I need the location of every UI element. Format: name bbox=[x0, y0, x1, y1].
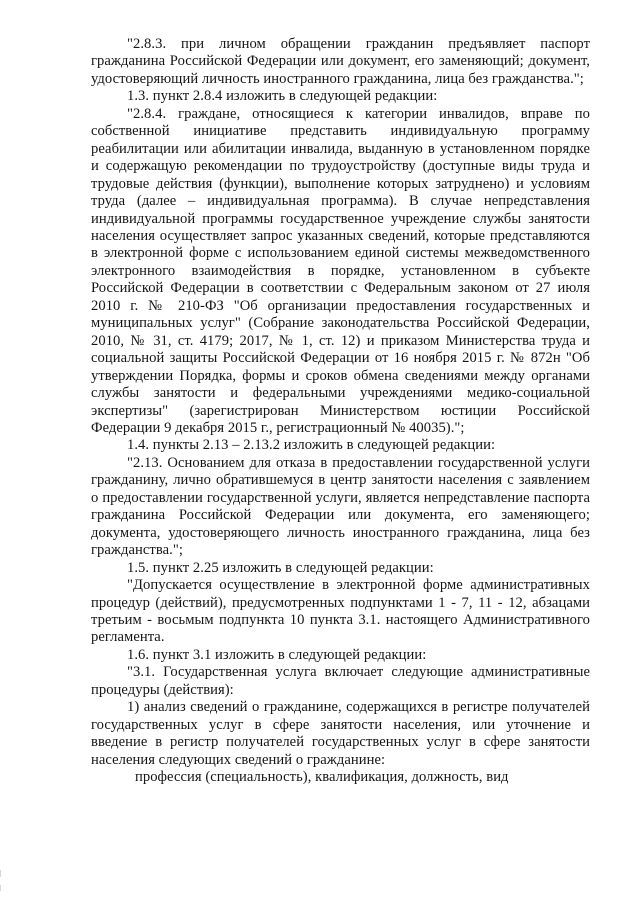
paragraph-profession: профессия (специальность), квалификация, должность, вид bbox=[135, 769, 509, 786]
paragraph-1-3: 1.3. пункт 2.8.4 изложить в следующей редакции: bbox=[127, 88, 438, 105]
paragraph-2-8-4: "2.8.4. граждане, относящиеся к категории инвалидов, вправе по собственной инициативе представить индивидуальную программу реабилитации или абилитации инвалида, выданную в установленном порядке и содержащую рекомендации по трудоустройству (доступные виды труда и трудовые действия (функции), выполнение которых затруднено) и условиям труда (далее – индивидуальная программа). В случае непредставления индивидуальной программы государственное учреждение службы занятости населения осуществляет запрос указанных сведений, которые представляются в электронной форме с использованием единой системы межведомственного электронного взаимодействия в порядке, установленном в субъекте Российской Федерации в соответствии с Федеральным законом от 27 июля 2010 г. № 210-ФЗ "Об организации предоставления государственных и муниципальных услуг" (Собрание законодательства Российской Федерации, 2010, № 31, ст. 4179; 2017, № 1, ст. 12) и приказом Министерства труда и социальной защиты Российской Федерации от 16 ноября 2015 г. № 872н "Об утверждении Порядка, формы и сроков обмена сведениями между органами службы занятости и федеральными учреждениями медико-социальной экспертизы" (зарегистрирован Министерством юстиции Российской Федерации 9 декабря 2015 г., регистрационный № 40035)."; bbox=[91, 105, 590, 436]
paragraph-2-13: "2.13. Основанием для отказа в предоставлении государственной услуги гражданину, лично обратившемуся в центр занятости населения с заявлением о предоставлении государственной услуги, является непредставление паспорта гражданина Российской Федерации или документа, его заменяющего; документа, удостоверяющего личность иностранного гражданина, лица без гражданства."; bbox=[91, 454, 590, 559]
scan-mark bbox=[0, 885, 1, 891]
paragraph-3-1: "3.1. Государственная услуга включает следующие административные процедуры (действия): bbox=[91, 664, 590, 698]
paragraph-1-6: 1.6. пункт 3.1 изложить в следующей редакции: bbox=[127, 646, 427, 663]
document-text bbox=[91, 36, 590, 786]
paragraph-2-8-3: "2.8.3. при личном обращении гражданин предъявляет паспорт гражданина Российской Федерации или документ, его заменяющий; документ, удостоверяющий личность иностранного гражданина, лица без гражданства."; bbox=[91, 36, 590, 87]
paragraph-1-4: 1.4. пункты 2.13 – 2.13.2 изложить в следующей редакции: bbox=[127, 437, 496, 454]
paragraph-item-1: 1) анализ сведений о гражданине, содержащихся в регистре получателей государственных услуг в сфере занятости населения, или уточнение и введение в регистр получателей государственных услуг в сфере занятости населения следующих сведений о гражданине: bbox=[91, 699, 590, 768]
paragraph-electronic-form: "Допускается осуществление в электронной форме административных процедур (действий), предусмотренных подпунктами 1 - 7, 11 - 12, абзацами третьим - восьмым подпункта 10 пункта 3.1. настоящего Административного регламента. bbox=[91, 577, 590, 646]
scan-mark bbox=[0, 870, 1, 877]
paragraph-1-5: 1.5. пункт 2.25 изложить в следующей редакции: bbox=[127, 559, 434, 576]
